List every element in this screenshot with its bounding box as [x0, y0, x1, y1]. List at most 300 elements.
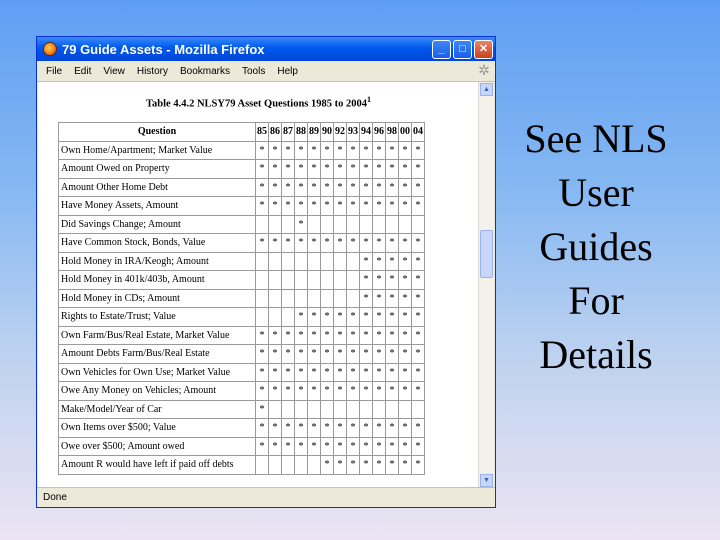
- year-header: 92: [334, 123, 347, 142]
- question-cell: Owe over $500; Amount owed: [59, 437, 256, 456]
- year-mark-cell: [295, 400, 308, 419]
- year-mark-cell: *: [282, 178, 295, 197]
- table-row: [59, 289, 425, 308]
- table-row: [59, 252, 425, 271]
- question-cell: Amount Debts Farm/Bus/Real Estate: [59, 345, 256, 364]
- year-mark-cell: [360, 215, 373, 234]
- year-mark-cell: *: [347, 419, 360, 438]
- year-mark-cell: *: [399, 382, 412, 401]
- year-mark-cell: [347, 252, 360, 271]
- table-row: [59, 400, 425, 419]
- year-mark-cell: *: [412, 289, 425, 308]
- question-cell: Have Common Stock, Bonds, Value: [59, 234, 256, 253]
- year-mark-cell: *: [321, 141, 334, 160]
- page-content: [38, 82, 479, 488]
- year-mark-cell: *: [360, 197, 373, 216]
- year-mark-cell: *: [399, 437, 412, 456]
- year-mark-cell: *: [321, 308, 334, 327]
- year-header: 85: [256, 123, 269, 142]
- year-mark-cell: [308, 252, 321, 271]
- year-mark-cell: [295, 456, 308, 475]
- year-mark-cell: [308, 215, 321, 234]
- year-mark-cell: *: [386, 308, 399, 327]
- year-mark-cell: *: [373, 234, 386, 253]
- question-cell: Owe Any Money on Vehicles; Amount: [59, 382, 256, 401]
- firefox-logo-icon: [43, 42, 57, 56]
- title-footnote: 1: [367, 95, 371, 104]
- year-mark-cell: *: [269, 382, 282, 401]
- question-cell: Amount R would have left if paid off debts: [59, 456, 256, 475]
- year-mark-cell: *: [282, 345, 295, 364]
- year-mark-cell: *: [399, 234, 412, 253]
- year-mark-cell: [269, 400, 282, 419]
- menu-edit[interactable]: Edit: [74, 65, 92, 77]
- year-mark-cell: *: [308, 234, 321, 253]
- question-cell: Own Vehicles for Own Use; Market Value: [59, 363, 256, 382]
- year-mark-cell: *: [295, 215, 308, 234]
- menu-view[interactable]: View: [103, 65, 125, 77]
- year-header: 00: [399, 123, 412, 142]
- year-mark-cell: *: [386, 160, 399, 179]
- year-mark-cell: [308, 289, 321, 308]
- table-row: [59, 234, 425, 253]
- year-mark-cell: *: [308, 308, 321, 327]
- year-mark-cell: *: [386, 419, 399, 438]
- year-mark-cell: [386, 215, 399, 234]
- year-mark-cell: *: [386, 326, 399, 345]
- year-mark-cell: *: [373, 363, 386, 382]
- year-mark-cell: *: [399, 345, 412, 364]
- year-header: 94: [360, 123, 373, 142]
- year-mark-cell: *: [308, 363, 321, 382]
- year-header: 96: [373, 123, 386, 142]
- year-mark-cell: [269, 308, 282, 327]
- year-mark-cell: *: [282, 437, 295, 456]
- window-title: 79 Guide Assets - Mozilla Firefox: [62, 41, 265, 57]
- year-mark-cell: *: [412, 234, 425, 253]
- year-mark-cell: *: [321, 197, 334, 216]
- year-mark-cell: *: [412, 382, 425, 401]
- year-mark-cell: [282, 456, 295, 475]
- year-mark-cell: *: [373, 382, 386, 401]
- year-mark-cell: [269, 215, 282, 234]
- side-note: [506, 112, 686, 382]
- question-cell: Own Items over $500; Value: [59, 419, 256, 438]
- year-mark-cell: *: [386, 271, 399, 290]
- table-row: [59, 326, 425, 345]
- year-mark-cell: [334, 400, 347, 419]
- year-mark-cell: *: [360, 289, 373, 308]
- year-mark-cell: *: [347, 234, 360, 253]
- year-mark-cell: [269, 252, 282, 271]
- year-mark-cell: *: [282, 326, 295, 345]
- menu-bookmarks[interactable]: Bookmarks: [179, 65, 230, 77]
- year-mark-cell: *: [282, 234, 295, 253]
- year-mark-cell: *: [308, 197, 321, 216]
- year-mark-cell: [295, 271, 308, 290]
- year-mark-cell: *: [256, 437, 269, 456]
- scrollbar-thumb[interactable]: [480, 230, 493, 278]
- year-mark-cell: *: [308, 141, 321, 160]
- year-mark-cell: *: [269, 141, 282, 160]
- year-mark-cell: *: [334, 437, 347, 456]
- year-mark-cell: *: [360, 160, 373, 179]
- year-mark-cell: [373, 400, 386, 419]
- vertical-scrollbar[interactable]: [478, 82, 494, 488]
- year-mark-cell: [269, 456, 282, 475]
- year-mark-cell: *: [347, 141, 360, 160]
- table-row: [59, 437, 425, 456]
- year-mark-cell: *: [347, 308, 360, 327]
- year-mark-cell: *: [256, 400, 269, 419]
- table-title: Table 4.4.2 NLSY79 Asset Questions 1985 to 2004$^1$: [145, 95, 371, 110]
- side-note-line: User: [558, 170, 634, 215]
- year-mark-cell: *: [347, 437, 360, 456]
- year-mark-cell: [412, 400, 425, 419]
- year-mark-cell: *: [334, 326, 347, 345]
- year-mark-cell: [321, 271, 334, 290]
- year-mark-cell: [334, 215, 347, 234]
- year-mark-cell: *: [373, 345, 386, 364]
- year-mark-cell: *: [386, 197, 399, 216]
- table-row: [59, 160, 425, 179]
- menu-bar: [37, 61, 495, 82]
- question-cell: Rights to Estate/Trust; Value: [59, 308, 256, 327]
- menu-help[interactable]: Help: [277, 65, 298, 77]
- year-mark-cell: *: [256, 345, 269, 364]
- table-row: [59, 215, 425, 234]
- year-mark-cell: *: [360, 419, 373, 438]
- year-mark-cell: [386, 400, 399, 419]
- year-mark-cell: *: [386, 252, 399, 271]
- question-cell: Have Money Assets, Amount: [59, 197, 256, 216]
- year-mark-cell: *: [386, 363, 399, 382]
- year-mark-cell: *: [295, 326, 308, 345]
- year-mark-cell: *: [256, 141, 269, 160]
- year-mark-cell: *: [373, 437, 386, 456]
- question-header: Question: [59, 123, 256, 142]
- year-mark-cell: [256, 289, 269, 308]
- year-mark-cell: *: [360, 437, 373, 456]
- year-mark-cell: *: [308, 160, 321, 179]
- year-mark-cell: *: [386, 345, 399, 364]
- year-mark-cell: *: [412, 345, 425, 364]
- year-mark-cell: *: [269, 345, 282, 364]
- year-mark-cell: *: [386, 289, 399, 308]
- year-mark-cell: *: [256, 326, 269, 345]
- year-mark-cell: *: [282, 141, 295, 160]
- year-mark-cell: *: [256, 197, 269, 216]
- table-row: [59, 363, 425, 382]
- year-mark-cell: *: [347, 178, 360, 197]
- year-mark-cell: *: [308, 178, 321, 197]
- year-mark-cell: *: [412, 326, 425, 345]
- year-mark-cell: [308, 456, 321, 475]
- year-mark-cell: *: [321, 234, 334, 253]
- year-mark-cell: *: [399, 326, 412, 345]
- year-mark-cell: *: [412, 141, 425, 160]
- year-mark-cell: *: [360, 326, 373, 345]
- asset-questions-table: [58, 122, 425, 475]
- year-mark-cell: *: [282, 363, 295, 382]
- year-mark-cell: *: [282, 197, 295, 216]
- year-mark-cell: *: [399, 419, 412, 438]
- year-header: 04: [412, 123, 425, 142]
- maximize-button[interactable]: □: [453, 40, 472, 59]
- year-mark-cell: *: [334, 160, 347, 179]
- scroll-down-arrow-icon[interactable]: ▼: [480, 474, 493, 487]
- year-mark-cell: [321, 252, 334, 271]
- menu-tools[interactable]: Tools: [242, 65, 266, 77]
- year-mark-cell: [321, 400, 334, 419]
- year-mark-cell: *: [399, 456, 412, 475]
- year-mark-cell: *: [360, 252, 373, 271]
- question-cell: Amount Other Home Debt: [59, 178, 256, 197]
- title-bar[interactable]: [37, 37, 495, 61]
- year-mark-cell: *: [360, 345, 373, 364]
- side-note-line: For: [568, 278, 624, 323]
- year-mark-cell: *: [295, 437, 308, 456]
- year-mark-cell: *: [373, 178, 386, 197]
- year-mark-cell: [256, 271, 269, 290]
- side-note-line: See NLS: [524, 116, 668, 161]
- year-mark-cell: *: [360, 271, 373, 290]
- year-mark-cell: [399, 215, 412, 234]
- year-mark-cell: *: [399, 160, 412, 179]
- year-mark-cell: *: [373, 141, 386, 160]
- table-row: [59, 456, 425, 475]
- year-mark-cell: *: [321, 178, 334, 197]
- question-cell: Did Savings Change; Amount: [59, 215, 256, 234]
- year-mark-cell: *: [373, 308, 386, 327]
- close-button[interactable]: ✕: [474, 40, 493, 59]
- year-mark-cell: *: [308, 345, 321, 364]
- year-mark-cell: [321, 289, 334, 308]
- year-mark-cell: *: [347, 456, 360, 475]
- year-mark-cell: [399, 400, 412, 419]
- year-mark-cell: [295, 252, 308, 271]
- year-mark-cell: *: [295, 308, 308, 327]
- year-mark-cell: *: [282, 160, 295, 179]
- year-mark-cell: *: [347, 363, 360, 382]
- year-mark-cell: [308, 271, 321, 290]
- year-mark-cell: *: [282, 382, 295, 401]
- year-mark-cell: *: [269, 160, 282, 179]
- year-mark-cell: *: [308, 419, 321, 438]
- year-mark-cell: *: [399, 289, 412, 308]
- year-mark-cell: *: [256, 363, 269, 382]
- year-mark-cell: *: [386, 234, 399, 253]
- year-mark-cell: *: [269, 437, 282, 456]
- year-mark-cell: *: [269, 419, 282, 438]
- year-mark-cell: *: [347, 197, 360, 216]
- year-mark-cell: [373, 215, 386, 234]
- question-cell: Make/Model/Year of Car: [59, 400, 256, 419]
- year-mark-cell: *: [295, 345, 308, 364]
- table-row: [59, 197, 425, 216]
- year-mark-cell: *: [321, 456, 334, 475]
- year-header: 93: [347, 123, 360, 142]
- table-row: [59, 178, 425, 197]
- year-mark-cell: [282, 308, 295, 327]
- year-mark-cell: *: [360, 456, 373, 475]
- year-mark-cell: *: [399, 141, 412, 160]
- year-mark-cell: *: [295, 419, 308, 438]
- year-mark-cell: *: [334, 308, 347, 327]
- year-mark-cell: *: [373, 456, 386, 475]
- menu-file[interactable]: File: [46, 65, 63, 77]
- year-mark-cell: [256, 308, 269, 327]
- year-mark-cell: [256, 252, 269, 271]
- year-mark-cell: [282, 252, 295, 271]
- year-mark-cell: [295, 289, 308, 308]
- year-mark-cell: *: [321, 363, 334, 382]
- year-mark-cell: *: [347, 382, 360, 401]
- throbber-icon: ✲: [478, 62, 490, 78]
- year-mark-cell: *: [256, 382, 269, 401]
- year-mark-cell: [308, 400, 321, 419]
- year-mark-cell: *: [386, 141, 399, 160]
- side-note-line: Guides: [539, 224, 653, 269]
- year-mark-cell: *: [373, 160, 386, 179]
- year-mark-cell: *: [334, 178, 347, 197]
- year-mark-cell: *: [412, 456, 425, 475]
- year-header: 98: [386, 123, 399, 142]
- status-text: Done: [43, 492, 67, 503]
- year-mark-cell: [282, 215, 295, 234]
- year-mark-cell: *: [256, 234, 269, 253]
- year-mark-cell: [347, 215, 360, 234]
- year-mark-cell: *: [399, 178, 412, 197]
- year-mark-cell: *: [321, 160, 334, 179]
- year-mark-cell: *: [334, 419, 347, 438]
- year-mark-cell: *: [412, 363, 425, 382]
- year-mark-cell: [282, 289, 295, 308]
- year-mark-cell: *: [256, 160, 269, 179]
- year-mark-cell: *: [373, 271, 386, 290]
- year-mark-cell: *: [334, 197, 347, 216]
- status-bar: [37, 487, 495, 507]
- question-cell: Amount Owed on Property: [59, 160, 256, 179]
- year-mark-cell: *: [412, 252, 425, 271]
- question-cell: Own Farm/Bus/Real Estate, Market Value: [59, 326, 256, 345]
- year-mark-cell: *: [412, 437, 425, 456]
- year-mark-cell: *: [412, 197, 425, 216]
- year-mark-cell: *: [334, 363, 347, 382]
- year-mark-cell: *: [373, 252, 386, 271]
- year-mark-cell: *: [256, 419, 269, 438]
- year-mark-cell: *: [321, 326, 334, 345]
- year-mark-cell: *: [321, 345, 334, 364]
- year-mark-cell: *: [360, 308, 373, 327]
- table-header-row: [59, 123, 425, 142]
- year-mark-cell: *: [399, 252, 412, 271]
- year-mark-cell: *: [269, 234, 282, 253]
- year-mark-cell: *: [360, 141, 373, 160]
- year-mark-cell: *: [269, 197, 282, 216]
- year-mark-cell: [282, 400, 295, 419]
- year-mark-cell: *: [399, 308, 412, 327]
- year-mark-cell: [360, 400, 373, 419]
- year-mark-cell: [256, 215, 269, 234]
- year-mark-cell: [412, 215, 425, 234]
- question-cell: Hold Money in 401k/403b, Amount: [59, 271, 256, 290]
- year-mark-cell: *: [347, 160, 360, 179]
- year-mark-cell: *: [386, 456, 399, 475]
- year-mark-cell: *: [308, 437, 321, 456]
- year-mark-cell: *: [360, 382, 373, 401]
- year-mark-cell: *: [399, 363, 412, 382]
- year-mark-cell: *: [373, 197, 386, 216]
- year-mark-cell: *: [347, 326, 360, 345]
- year-mark-cell: *: [295, 363, 308, 382]
- year-mark-cell: *: [334, 234, 347, 253]
- year-mark-cell: [282, 271, 295, 290]
- question-cell: Hold Money in CDs; Amount: [59, 289, 256, 308]
- year-mark-cell: [334, 289, 347, 308]
- year-mark-cell: *: [269, 178, 282, 197]
- year-mark-cell: *: [321, 419, 334, 438]
- year-mark-cell: *: [295, 234, 308, 253]
- table-row: [59, 308, 425, 327]
- year-mark-cell: [334, 271, 347, 290]
- year-mark-cell: *: [412, 419, 425, 438]
- year-mark-cell: *: [321, 382, 334, 401]
- year-mark-cell: *: [269, 326, 282, 345]
- year-mark-cell: *: [308, 326, 321, 345]
- year-mark-cell: [347, 400, 360, 419]
- year-header: 86: [269, 123, 282, 142]
- year-header: 90: [321, 123, 334, 142]
- side-note-line: Details: [539, 332, 653, 377]
- question-cell: Own Home/Apartment; Market Value: [59, 141, 256, 160]
- year-mark-cell: *: [256, 178, 269, 197]
- year-mark-cell: *: [334, 141, 347, 160]
- year-mark-cell: *: [334, 456, 347, 475]
- year-mark-cell: *: [386, 382, 399, 401]
- year-mark-cell: [347, 289, 360, 308]
- year-mark-cell: *: [412, 308, 425, 327]
- year-mark-cell: *: [360, 178, 373, 197]
- table-row: [59, 271, 425, 290]
- year-mark-cell: [321, 215, 334, 234]
- table-row: [59, 382, 425, 401]
- year-mark-cell: *: [321, 437, 334, 456]
- year-mark-cell: *: [412, 271, 425, 290]
- table-row: [59, 345, 425, 364]
- year-header: 88: [295, 123, 308, 142]
- year-header: 89: [308, 123, 321, 142]
- year-mark-cell: *: [412, 178, 425, 197]
- scroll-up-arrow-icon[interactable]: ▲: [480, 83, 493, 96]
- table-row: [59, 141, 425, 160]
- minimize-button[interactable]: _: [432, 40, 451, 59]
- year-mark-cell: *: [295, 197, 308, 216]
- year-mark-cell: *: [347, 345, 360, 364]
- year-mark-cell: *: [360, 363, 373, 382]
- year-header: 87: [282, 123, 295, 142]
- year-mark-cell: *: [373, 289, 386, 308]
- year-mark-cell: *: [412, 160, 425, 179]
- year-mark-cell: *: [373, 419, 386, 438]
- menu-history[interactable]: History: [136, 65, 168, 77]
- year-mark-cell: *: [282, 419, 295, 438]
- year-mark-cell: *: [386, 178, 399, 197]
- year-mark-cell: [269, 289, 282, 308]
- year-mark-cell: *: [295, 160, 308, 179]
- table-row: [59, 419, 425, 438]
- year-mark-cell: *: [269, 363, 282, 382]
